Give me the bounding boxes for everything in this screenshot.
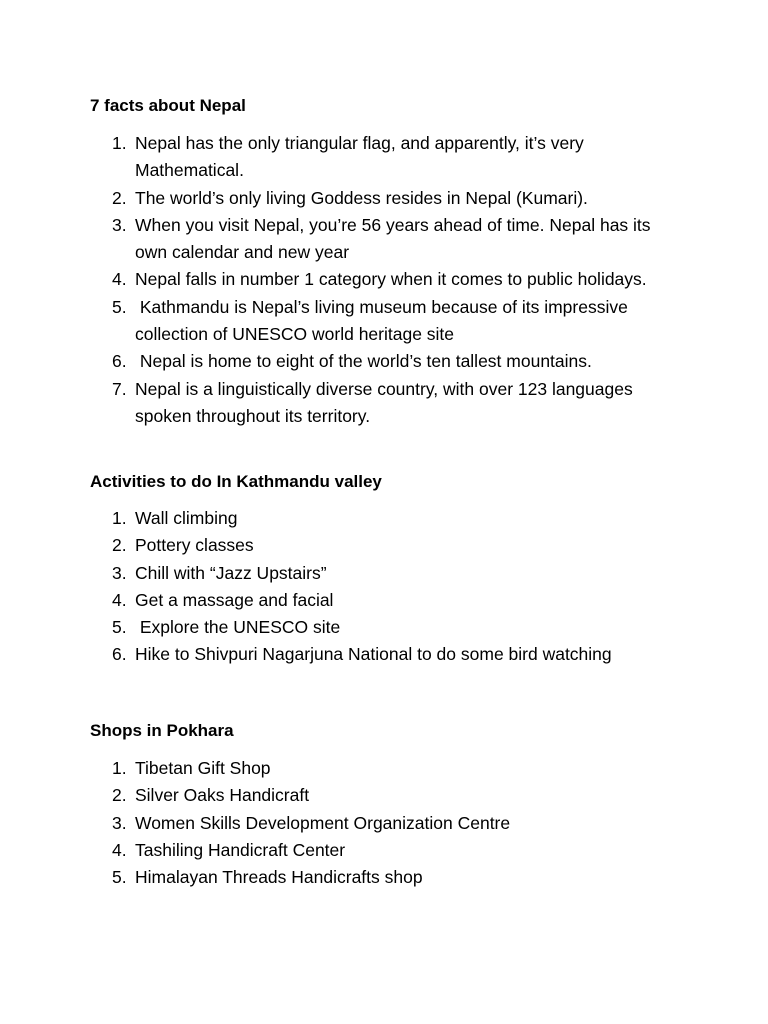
list-number: 3. (112, 214, 127, 235)
list-number: 6. (112, 351, 127, 372)
list-item (0, 294, 768, 349)
list-item (0, 532, 768, 559)
list-text: Explore the UNESCO site (135, 617, 341, 638)
list-number: 4. (112, 269, 127, 290)
section-heading: 7 facts about Nepal (90, 96, 246, 115)
list-text: Nepal falls in number 1 category when it comes to public holidays. (135, 269, 647, 290)
list-number: 2. (112, 187, 127, 208)
list-number: 5. (112, 296, 127, 317)
list-item (0, 130, 768, 185)
list-number: 5. (112, 867, 127, 888)
list-number: 1. (112, 133, 127, 153)
list-item (0, 782, 768, 809)
list-item (0, 212, 768, 267)
facts-list (0, 130, 768, 430)
list-item (0, 755, 768, 782)
list-item (0, 505, 768, 532)
list-text: Himalayan Threads Handicrafts shop (135, 867, 423, 888)
list-number: 6. (112, 644, 127, 665)
list-text: When you visit Nepal, you’re 56 years ahead of time. Nepal has its own calendar and new year (135, 214, 656, 263)
activities-list (0, 505, 768, 669)
list-item (0, 376, 768, 431)
list-number: 2. (112, 785, 127, 806)
list-text: Wall climbing (135, 508, 238, 528)
list-text: Hike to Shivpuri Nagarjuna National to do some bird watching (135, 644, 612, 665)
list-text: Silver Oaks Handicraft (135, 785, 310, 806)
list-number: 5. (112, 617, 127, 638)
section-heading: Activities to do In Kathmandu valley (90, 472, 382, 491)
list-item (0, 641, 768, 668)
list-text: Pottery classes (135, 535, 254, 556)
list-text: The world’s only living Goddess resides in Nepal (Kumari). (135, 187, 588, 208)
list-text: Women Skills Development Organization Centre (135, 812, 511, 833)
list-item (0, 864, 768, 891)
list-text: Tibetan Gift Shop (135, 758, 271, 778)
list-item (0, 348, 768, 375)
list-number: 1. (112, 758, 127, 778)
list-item (0, 837, 768, 864)
list-number: 3. (112, 812, 127, 833)
list-item (0, 266, 768, 293)
list-item (0, 587, 768, 614)
list-text: Kathmandu is Nepal’s living museum because of its impressive collection of UNESCO world heritage site (135, 296, 633, 345)
list-text: Nepal has the only triangular flag, and apparently, it’s very Mathematical. (135, 133, 589, 181)
list-number: 2. (112, 535, 127, 556)
list-number: 7. (112, 378, 127, 399)
section-heading: Shops in Pokhara (90, 721, 234, 740)
list-text: Tashiling Handicraft Center (135, 839, 346, 860)
shops-list (0, 755, 768, 891)
list-text: Get a massage and facial (135, 589, 334, 610)
list-text: Nepal is home to eight of the world’s ten tallest mountains. (135, 351, 592, 372)
list-text: Chill with “Jazz Upstairs” (135, 562, 327, 583)
list-item (0, 560, 768, 587)
list-item (0, 614, 768, 641)
list-number: 3. (112, 562, 127, 583)
list-item (0, 810, 768, 837)
list-item (0, 185, 768, 212)
list-number: 1. (112, 508, 127, 528)
list-text: Nepal is a linguistically diverse country, with over 123 languages spoken throughout its territory. (135, 378, 638, 426)
list-number: 4. (112, 839, 127, 860)
list-number: 4. (112, 589, 127, 610)
